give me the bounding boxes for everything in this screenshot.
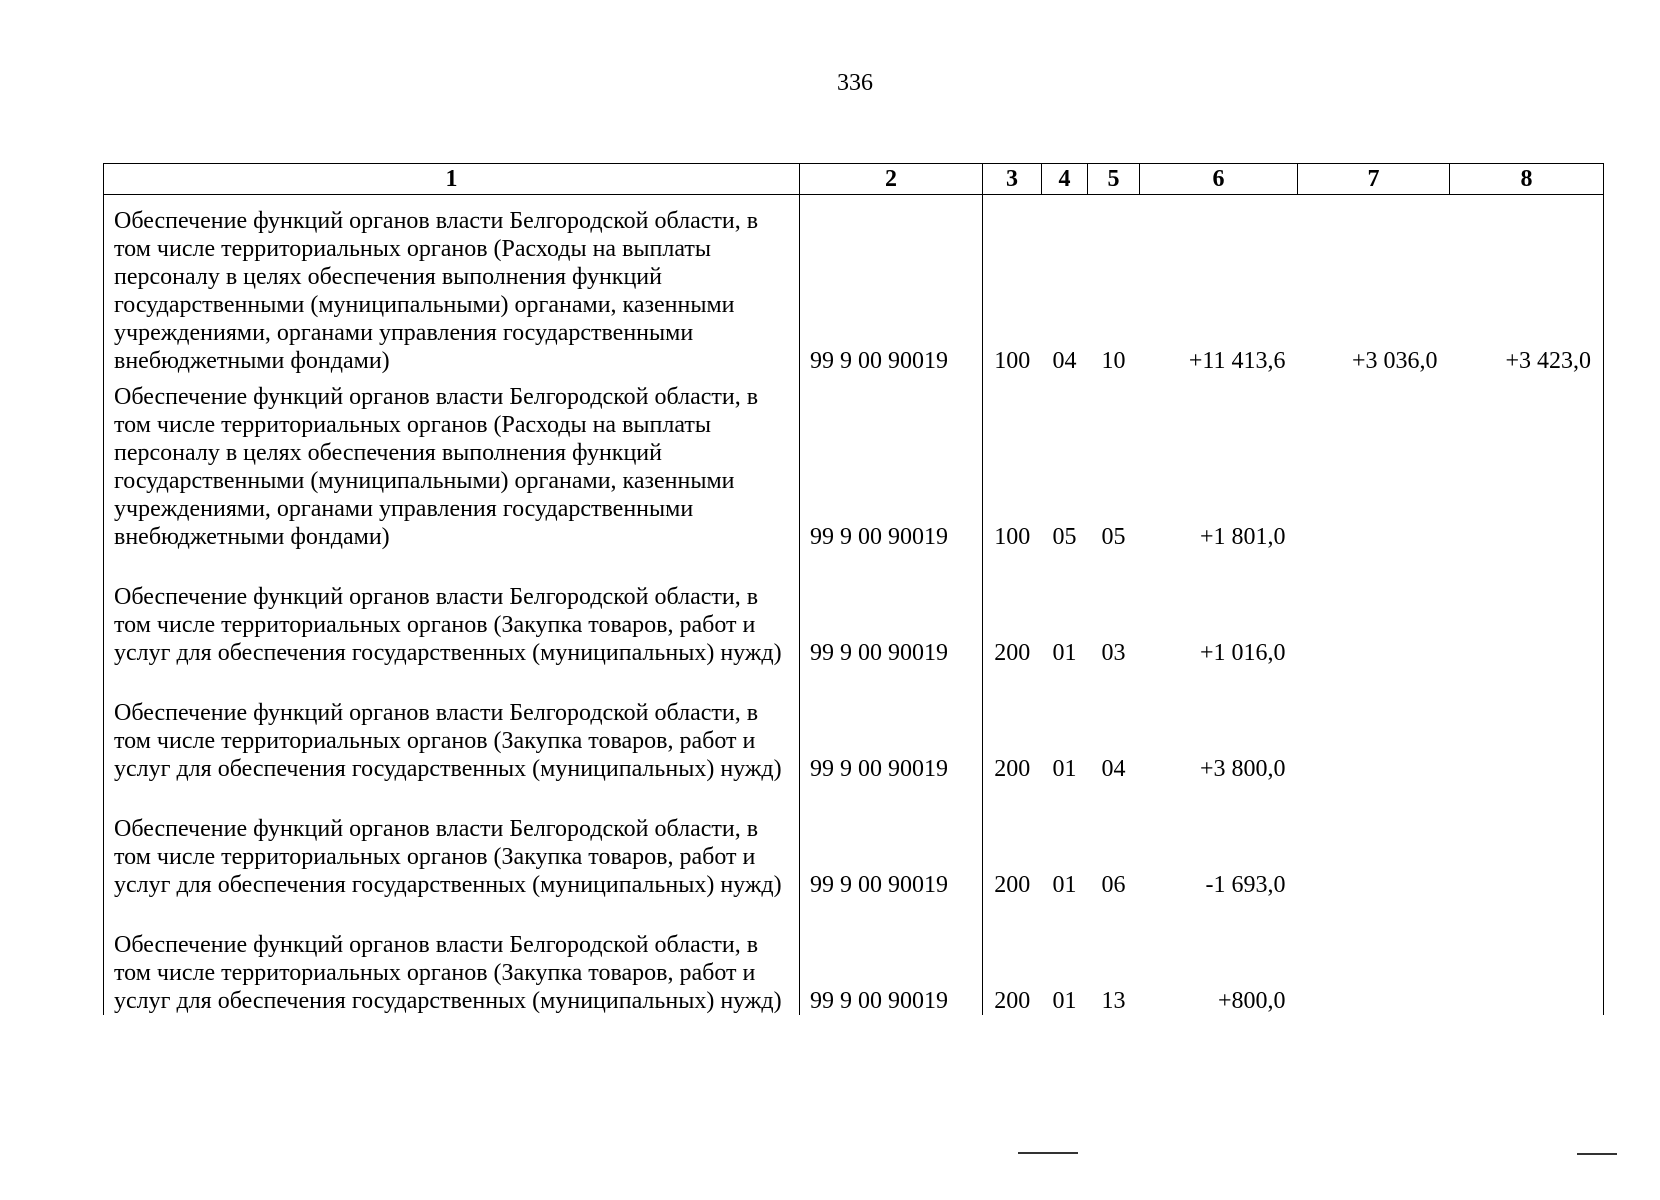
row-subsection: 13 [1101, 988, 1126, 1014]
row-amount-col-7 [1298, 667, 1450, 783]
row-amount-col-6: +1 016,0 [1199, 640, 1286, 666]
row-target-code: 99 9 00 90019 [800, 551, 983, 667]
row-section: 01 [1052, 988, 1077, 1014]
scan-artifact-line [1577, 1153, 1617, 1155]
row-amount-col-6: -1 693,0 [1205, 872, 1286, 898]
budget-table [103, 163, 1604, 1015]
row-amount-col-7 [1298, 551, 1450, 667]
row-target-code: 99 9 00 90019 [800, 899, 983, 1015]
row-expense-type: 200 [983, 899, 1042, 1015]
header-col-3: 3 [983, 164, 1042, 195]
table-row [104, 899, 1604, 1015]
table-row [104, 551, 1604, 667]
row-expense-type: 200 [983, 667, 1042, 783]
header-col-8: 8 [1450, 164, 1604, 195]
row-amount-col-7 [1298, 375, 1450, 551]
table-body [104, 195, 1604, 1016]
header-row [104, 164, 1604, 195]
row-expense-type: 100 [983, 195, 1042, 376]
table-row [104, 667, 1604, 783]
header-col-2: 2 [800, 164, 983, 195]
row-amount-col-6: +3 800,0 [1199, 756, 1286, 782]
row-expense-type: 200 [983, 783, 1042, 899]
row-section: 01 [1052, 756, 1077, 782]
row-subsection: 03 [1101, 640, 1126, 666]
table-row [104, 195, 1604, 376]
row-subsection: 06 [1101, 872, 1126, 898]
row-target-code: 99 9 00 90019 [800, 783, 983, 899]
row-description: Обеспечение функций органов власти Белгородской области, в том числе территориальных органов (Расходы на выплаты персоналу в целях обеспечения выполнения функций государственными (муниципальными) органами, казенными учреждениями, органами управления государственными внебюджетными фондами) [104, 195, 800, 376]
row-amount-col-8 [1450, 667, 1604, 783]
table-header [104, 164, 1604, 195]
row-target-code: 99 9 00 90019 [800, 375, 983, 551]
table-row [104, 375, 1604, 551]
row-amount-col-6: +1 801,0 [1199, 524, 1286, 550]
row-description: Обеспечение функций органов власти Белгородской области, в том числе территориальных органов (Закупка товаров, работ и услуг для обеспечения государственных (муниципальных) нужд) [104, 551, 800, 667]
row-description: Обеспечение функций органов власти Белгородской области, в том числе территориальных органов (Расходы на выплаты персоналу в целях обеспечения выполнения функций государственными (муниципальными) органами, казенными учреждениями, органами управления государственными внебюджетными фондами) [104, 375, 800, 551]
row-expense-type: 200 [983, 551, 1042, 667]
header-col-6: 6 [1140, 164, 1298, 195]
row-target-code: 99 9 00 90019 [800, 667, 983, 783]
header-col-5: 5 [1088, 164, 1140, 195]
row-amount-col-8 [1450, 783, 1604, 899]
row-subsection: 05 [1101, 524, 1126, 550]
header-col-4: 4 [1042, 164, 1088, 195]
row-amount-col-7: +3 036,0 [1351, 348, 1438, 374]
row-amount-col-6: +800,0 [1217, 988, 1286, 1014]
row-section: 05 [1052, 524, 1077, 550]
row-amount-col-8 [1450, 899, 1604, 1015]
scan-artifact-line [1018, 1152, 1078, 1154]
row-amount-col-6: +11 413,6 [1188, 348, 1286, 374]
row-amount-col-7 [1298, 899, 1450, 1015]
row-description: Обеспечение функций органов власти Белгородской области, в том числе территориальных органов (Закупка товаров, работ и услуг для обеспечения государственных (муниципальных) нужд) [104, 667, 800, 783]
row-section: 01 [1052, 640, 1077, 666]
row-expense-type: 100 [983, 375, 1042, 551]
row-subsection: 10 [1101, 348, 1126, 374]
header-col-7: 7 [1298, 164, 1450, 195]
page-number: 336 [837, 70, 873, 96]
row-section: 01 [1052, 872, 1077, 898]
row-amount-col-8 [1450, 551, 1604, 667]
row-target-code: 99 9 00 90019 [800, 195, 983, 376]
row-amount-col-7 [1298, 783, 1450, 899]
row-subsection: 04 [1101, 756, 1126, 782]
row-amount-col-8: +3 423,0 [1450, 195, 1604, 376]
header-col-1: 1 [104, 164, 800, 195]
row-description: Обеспечение функций органов власти Белгородской области, в том числе территориальных органов (Закупка товаров, работ и услуг для обеспечения государственных (муниципальных) нужд) [104, 899, 800, 1015]
table-row [104, 783, 1604, 899]
row-amount-col-8 [1450, 375, 1604, 551]
row-description: Обеспечение функций органов власти Белгородской области, в том числе территориальных органов (Закупка товаров, работ и услуг для обеспечения государственных (муниципальных) нужд) [104, 783, 800, 899]
row-section: 04 [1052, 348, 1077, 374]
